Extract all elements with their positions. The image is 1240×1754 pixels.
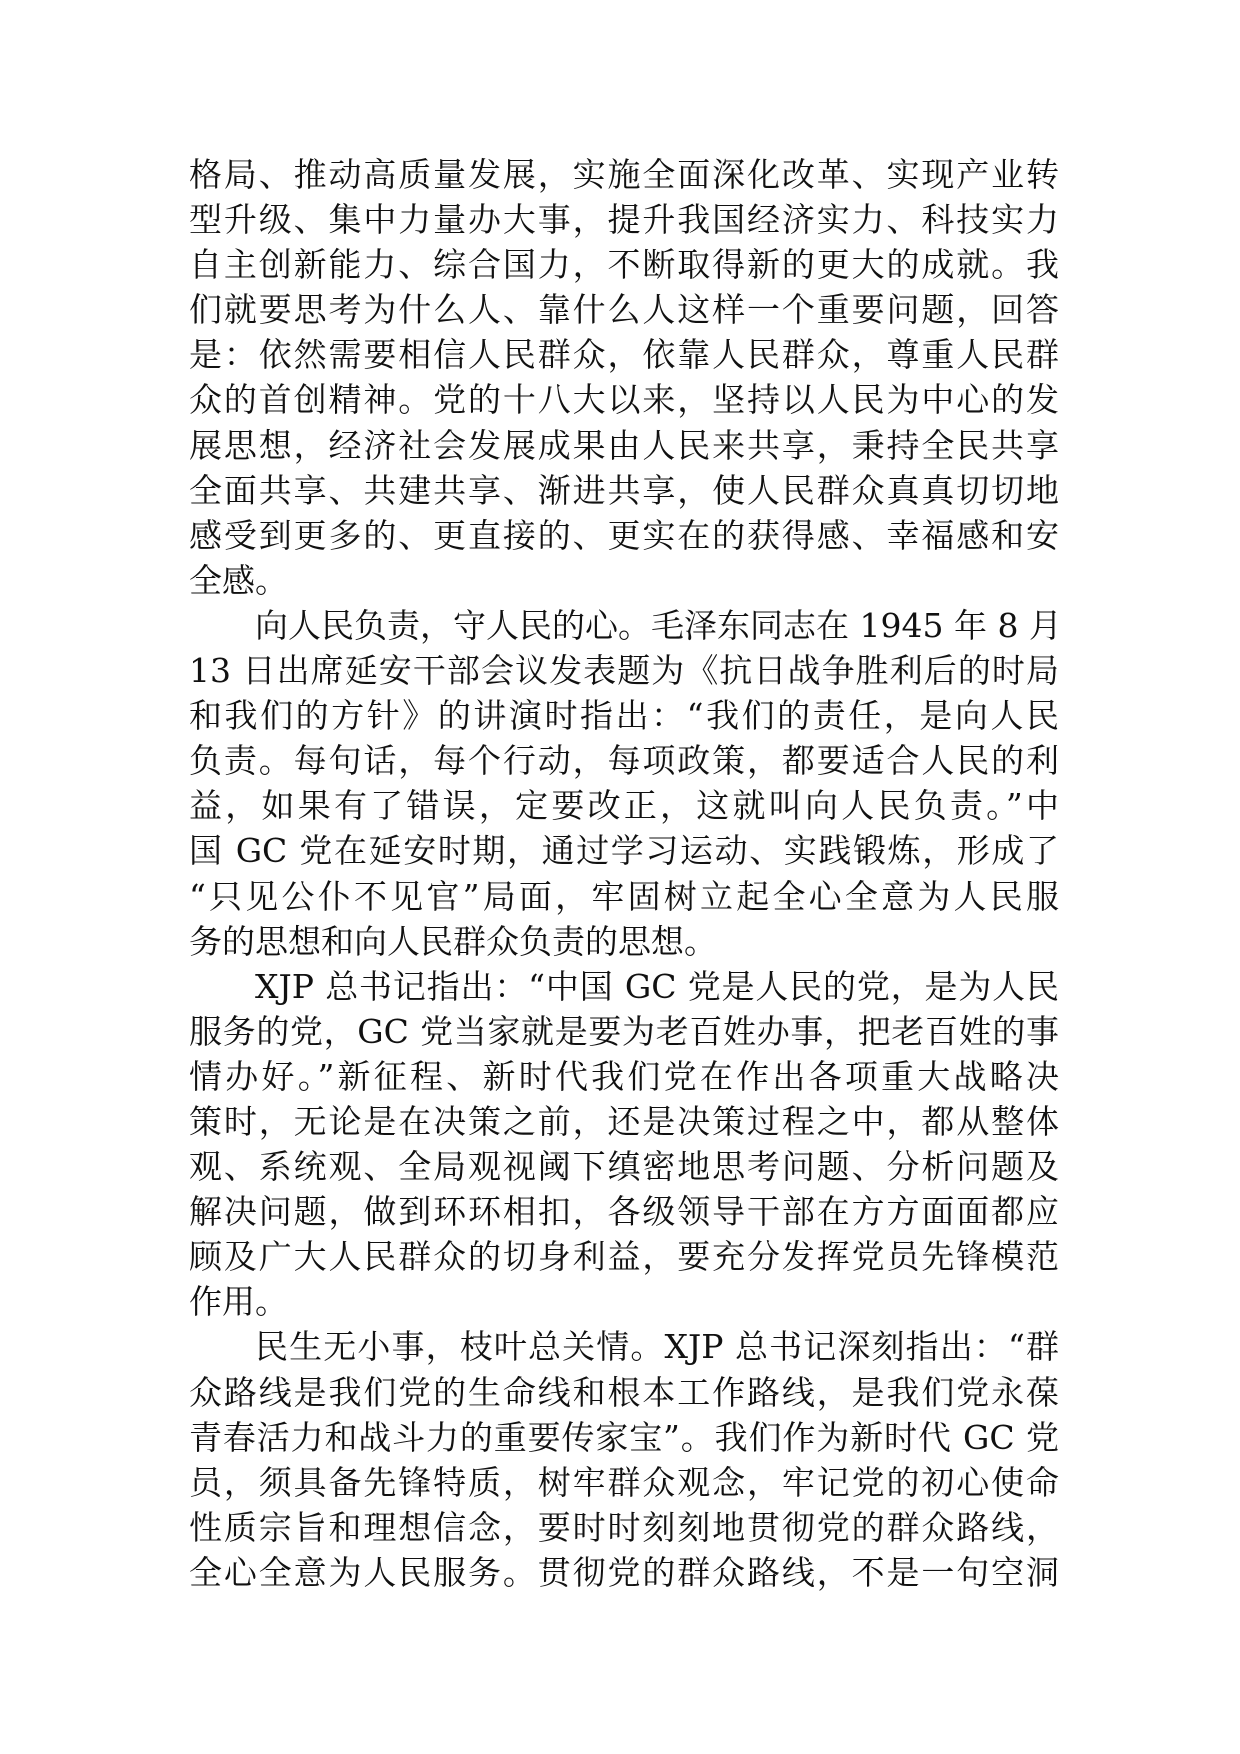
text-line: 性质宗旨和理想信念，要时时刻刻地贯彻党的群众路线， [189, 1507, 1059, 1547]
text-line: 众路线是我们党的生命线和根本工作路线，是我们党永葆 [189, 1372, 1059, 1412]
text-line: 员，须具备先锋特质，树牢群众观念，牢记党的初心使命 [189, 1462, 1059, 1502]
paragraph-1 [189, 152, 1059, 603]
text-line: 向人民负责，守人民的心。毛泽东同志在 1945 年 8 月 [255, 605, 1062, 645]
text-line: 服务的党，GC 党当家就是要为老百姓办事，把老百姓的事 [189, 1011, 1059, 1051]
text-line: 全感。 [189, 560, 288, 600]
text-line: 益，如果有了错误，定要改正，这就叫向人民负责。”中 [189, 786, 1059, 826]
text-line: XJP 总书记指出：“中国 GC 党是人民的党，是为人民 [255, 966, 1059, 1006]
text-line: 解决问题，做到环环相扣，各级领导干部在方方面面都应 [189, 1192, 1059, 1232]
text-line: 民生无小事，枝叶总关情。XJP 总书记深刻指出：“群 [255, 1327, 1059, 1367]
text-line: 格局、推动高质量发展，实施全面深化改革、实现产业转 [189, 155, 1059, 194]
text-line: 青春活力和战斗力的重要传家宝”。我们作为新时代 GC 党 [189, 1417, 1059, 1457]
text-line: 观、系统观、全局观视阈下缜密地思考问题、分析问题及 [189, 1147, 1059, 1187]
text-line: 自主创新能力、综合国力，不断取得新的更大的成就。我 [189, 245, 1059, 285]
text-line: 顾及广大人民群众的切身利益，要充分发挥党员先锋模范 [189, 1237, 1059, 1277]
text-line: 情办好。”新征程、新时代我们党在作出各项重大战略决 [189, 1056, 1059, 1096]
text-line: 全面共享、共建共享、渐进共享，使人民群众真真切切地 [189, 470, 1059, 510]
document-page [189, 152, 1062, 1595]
text-line: 们就要思考为什么人、靠什么人这样一个重要问题，回答 [189, 290, 1059, 330]
text-line: 作用。 [189, 1282, 288, 1322]
paragraph-4 [189, 1324, 1059, 1595]
text-line: 负责。每句话，每个行动，每项政策，都要适合人民的利 [189, 741, 1059, 781]
text-line: “只见公仆不见官”局面，牢固树立起全心全意为人民服 [189, 876, 1059, 916]
paragraph-3 [189, 964, 1059, 1325]
text-line: 国 GC 党在延安时期，通过学习运动、实践锻炼，形成了 [189, 831, 1059, 871]
text-line: 策时，无论是在决策之前，还是决策过程之中，都从整体 [189, 1101, 1059, 1141]
text-line: 众的首创精神。党的十八大以来，坚持以人民为中心的发 [189, 380, 1059, 420]
text-line: 型升级、集中力量办大事，提升我国经济实力、科技实力 [189, 200, 1059, 240]
text-line: 务的思想和向人民群众负责的思想。 [189, 921, 717, 961]
text-line: 和我们的方针》的讲演时指出：“我们的责任，是向人民 [189, 696, 1059, 736]
text-line: 感受到更多的、更直接的、更实在的获得感、幸福感和安 [189, 515, 1059, 555]
text-line: 展思想，经济社会发展成果由人民来共享，秉持全民共享 [189, 425, 1059, 465]
text-line: 13 日出席延安干部会议发表题为《抗日战争胜利后的时局 [189, 651, 1059, 691]
text-line: 是：依然需要相信人民群众，依靠人民群众，尊重人民群 [189, 335, 1059, 375]
text-line: 全心全意为人民服务。贯彻党的群众路线，不是一句空洞 [189, 1552, 1059, 1592]
paragraph-2 [189, 603, 1062, 964]
